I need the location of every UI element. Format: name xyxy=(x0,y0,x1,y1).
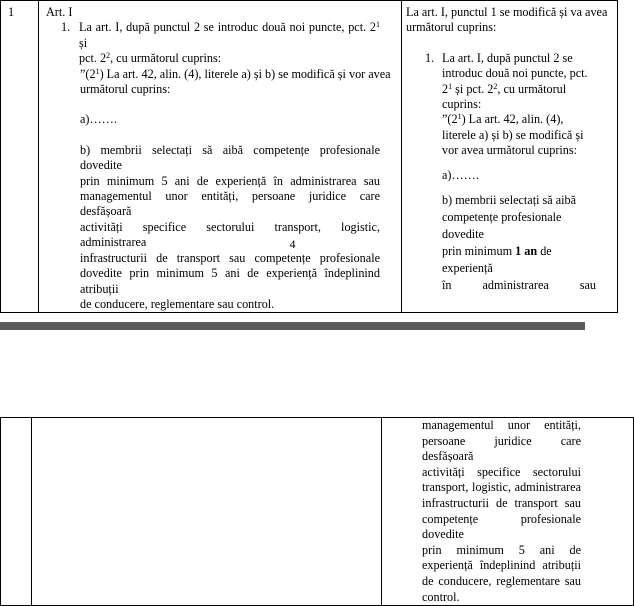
quote-text: ) La art. 42, alin. (4), literele a) și b) se modifică și vor avea următorul cuprins: xyxy=(442,112,584,158)
initial-text-cell xyxy=(32,418,382,606)
quote-text: ) La art. 42, alin. (4), literele a) și b) se modifică și vor avea următorul cuprins: xyxy=(80,66,391,97)
article-title: Art. I xyxy=(46,5,73,19)
text-line xyxy=(442,277,596,294)
text-line: de conducere, reglementare sau xyxy=(422,573,581,588)
row-number-cell xyxy=(1,1,39,313)
text-line: managementul unor entități, xyxy=(422,418,581,432)
line-text: prin minimum xyxy=(442,244,516,259)
item-text: La art. I, după punctul 2 se introduc două noi puncte, pct. 2 xyxy=(442,50,588,96)
quote-text: ”(2 xyxy=(80,66,96,81)
text-line: prin minimum 5 ani de xyxy=(422,542,581,557)
text-line: activități specifice sectorului xyxy=(422,464,581,479)
superscript: 1 xyxy=(457,112,462,122)
row-number: 1 xyxy=(8,5,15,19)
item-text: , cu următorul cuprins: xyxy=(442,81,567,112)
page-separator xyxy=(0,322,585,330)
text-line: transport, logistic, administrarea xyxy=(422,480,581,495)
superscript: 2 xyxy=(493,81,498,91)
text-line: managementul unor entități, persoane juridice care desfășoară xyxy=(80,189,380,219)
page-number: 4 xyxy=(289,237,296,251)
item-intro-text: La art. I, după punctul 2 se introduc două noi puncte, pct. 2 xyxy=(79,20,376,35)
bold-text: 1 an xyxy=(515,244,538,259)
line-text: în xyxy=(442,278,452,293)
superscript: 1 xyxy=(95,66,100,76)
quote-text: ”(2 xyxy=(442,112,458,127)
line-text: sau xyxy=(579,278,596,293)
item-text: și pct. 2 xyxy=(452,81,494,96)
text-line: experiență îndeplinind atribuții xyxy=(422,558,581,573)
line-text: administrarea xyxy=(482,278,549,293)
text-line xyxy=(442,192,596,209)
text-line: b) membrii selectați să aibă competențe profesionale dovedite xyxy=(80,142,380,173)
line-text: b) membrii selectați să aibă xyxy=(442,193,577,208)
item-intro-text: pct. 2 xyxy=(79,51,107,66)
list-item xyxy=(61,20,395,66)
text-line: competențe profesionale dovedite xyxy=(422,511,581,542)
text-line: control. xyxy=(422,589,460,604)
line-text: de experiență xyxy=(442,244,552,276)
continuation-paragraph xyxy=(422,418,581,605)
text-line: de conducere, reglementare sau control. xyxy=(80,296,275,311)
initial-text-cell xyxy=(39,1,402,313)
item-intro xyxy=(79,20,380,66)
amendment-table-continued xyxy=(0,417,634,606)
amendment-text-cell xyxy=(402,1,618,313)
text-line: activități specifice sectorului transport, logistic, administrarea xyxy=(80,219,380,250)
table-row xyxy=(1,1,618,313)
text-line: infrastructurii de transport sau xyxy=(422,495,581,510)
letter-b-paragraph xyxy=(80,143,380,312)
document-page-2 xyxy=(0,330,585,604)
item-number: 1. xyxy=(425,50,435,65)
item-intro-text: , cu următorul cuprins: xyxy=(110,51,222,66)
superscript: 1 xyxy=(448,81,453,91)
quote-paragraph xyxy=(80,67,395,98)
text-line: persoane juridice care desfășoară xyxy=(422,433,581,464)
amendment-text-cell xyxy=(382,418,634,606)
amendment-intro: La art. I, punctul 1 se modifică și va avea următorul cuprins: xyxy=(406,5,608,35)
superscript: 1 xyxy=(376,20,380,30)
table-row xyxy=(1,418,634,606)
text-line: dovedite prin minimum 5 ani de experiență îndeplinind atribuții xyxy=(80,266,380,296)
list-item xyxy=(425,51,611,294)
letter-a: a)……. xyxy=(80,112,117,127)
row-number-cell xyxy=(1,418,32,606)
superscript: 2 xyxy=(106,51,111,61)
letter-a: a)……. xyxy=(442,167,479,182)
text-line: competențe profesionale dovedite xyxy=(442,210,562,242)
item-number: 1. xyxy=(61,20,71,35)
text-line: prin minimum 5 ani de experiență în administrarea sau xyxy=(80,173,380,188)
text-line: infrastructurii de transport sau competențe profesionale xyxy=(80,250,380,265)
item-intro-text: și xyxy=(79,35,88,50)
amendment-item xyxy=(442,51,596,294)
